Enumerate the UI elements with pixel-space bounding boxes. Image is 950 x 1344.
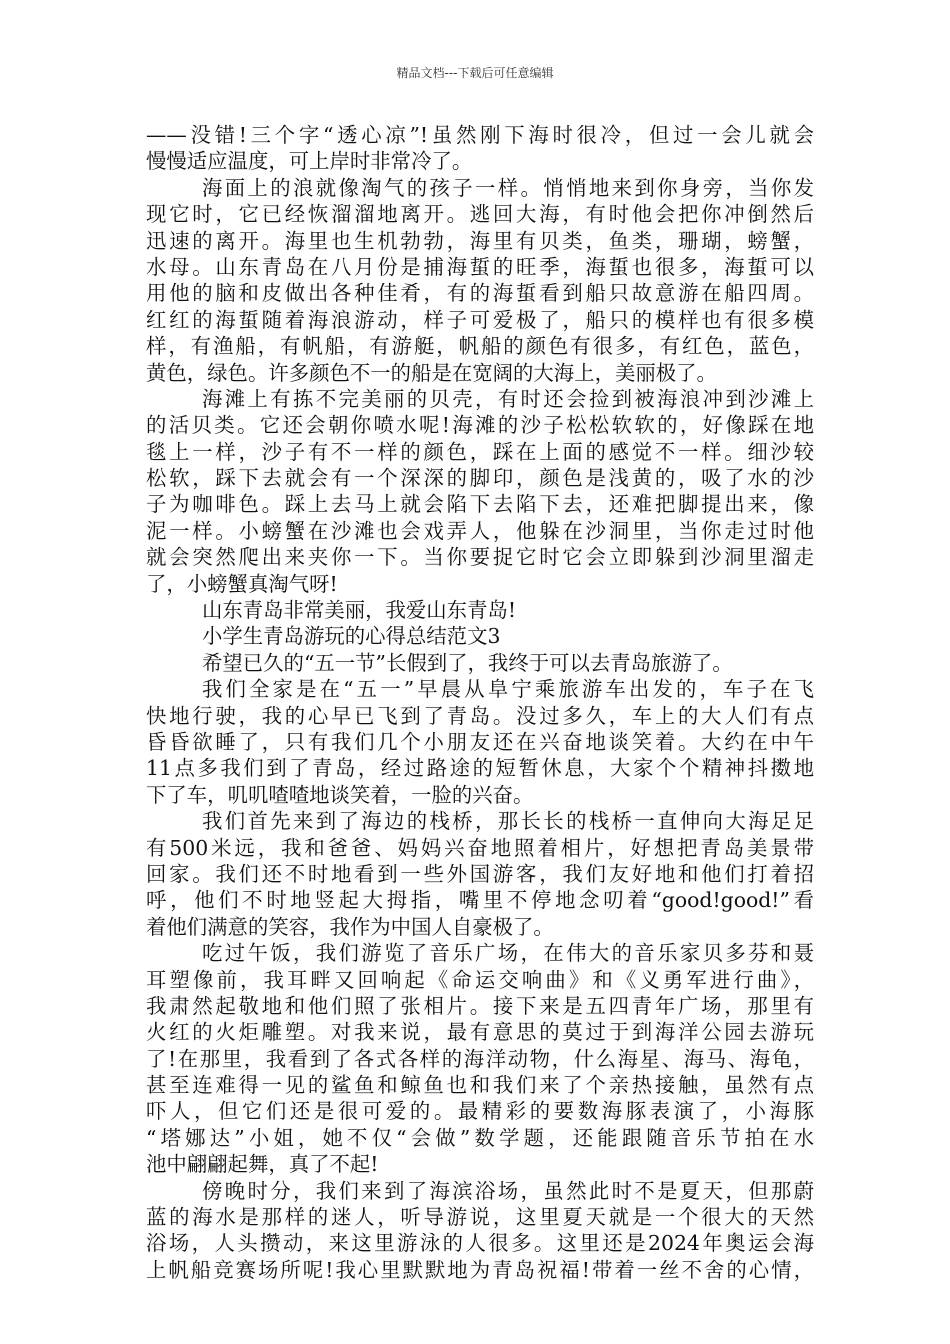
text-line: 吃过午饭，我们游览了音乐广场，在伟大的音乐家贝多芬和聂 bbox=[202, 941, 814, 966]
text-line: 就会突然爬出来夹你一下。当你要捉它时它会立即躲到沙洞里溜走 bbox=[146, 545, 814, 570]
text-line: 着他们满意的笑容，我作为中国人自豪极了。 bbox=[146, 914, 554, 939]
text-line: 海滩上有拣不完美丽的贝壳，有时还会捡到被海浪冲到沙滩上 bbox=[202, 386, 814, 411]
text-line: 迅速的离开。海里也生机勃勃，海里有贝类，鱼类，珊瑚，螃蟹， bbox=[146, 228, 814, 253]
text-line: 样，有渔船，有帆船，有游艇，帆船的颜色有很多，有红色，蓝色， bbox=[146, 334, 814, 359]
text-line: 我们全家是在“五一”早晨从阜宁乘旅游车出发的，车子在飞 bbox=[202, 677, 814, 702]
text-line: 下了车，叽叽喳喳地谈笑着，一脸的兴奋。 bbox=[146, 782, 534, 807]
text-line: 小学生青岛游玩的心得总结范文3 bbox=[202, 624, 501, 649]
text-line: 现它时，它已经恢溜溜地离开。逃回大海，有时他会把你冲倒然后 bbox=[146, 202, 814, 227]
text-line: 池中翩翩起舞，真了不起! bbox=[146, 1152, 379, 1177]
text-line: 上帆船竞赛场所呢!我心里默默地为青岛祝福!带着一丝不舍的心情， bbox=[146, 1257, 814, 1282]
text-line: 水母。山东青岛在八月份是捕海蜇的旺季，海蜇也很多，海蜇可以 bbox=[146, 254, 814, 279]
text-line: 红红的海蜇随着海浪游动，样子可爱极了，船只的模样也有很多模 bbox=[146, 307, 814, 332]
text-line: 希望已久的“五一节”长假到了，我终于可以去青岛旅游了。 bbox=[202, 650, 733, 675]
text-line: 耳塑像前，我耳畔又回响起《命运交响曲》和《义勇军进行曲》， bbox=[146, 967, 814, 992]
text-line: 山东青岛非常美丽，我爱山东青岛! bbox=[202, 598, 517, 623]
text-line: 泥一样。小螃蟹在沙滩也会戏弄人，他躲在沙洞里，当你走过时他 bbox=[146, 518, 814, 543]
text-line: 火红的火炬雕塑。对我来说，最有意思的莫过于到海洋公园去游玩 bbox=[146, 1020, 814, 1045]
text-line: 松软，踩下去就会有一个深深的脚印，颜色是浅黄的，吸了水的沙 bbox=[146, 466, 814, 491]
text-line: 我肃然起敬地和他们照了张相片。接下来是五四青年广场，那里有 bbox=[146, 993, 814, 1018]
document-body bbox=[146, 122, 814, 1283]
text-line: 吓人，但它们还是很可爱的。最精彩的要数海豚表演了，小海豚 bbox=[146, 1099, 814, 1124]
text-line: 11点多我们到了青岛，经过路途的短暂休息，大家个个精神抖擞地 bbox=[146, 756, 814, 781]
text-line: 慢慢适应温度，可上岸时非常冷了。 bbox=[146, 149, 473, 174]
text-line: 黄色，绿色。许多颜色不一的船是在宽阔的大海上，美丽极了。 bbox=[146, 360, 717, 385]
text-line: 回家。我们还不时地看到一些外国游客，我们友好地和他们打着招 bbox=[146, 861, 814, 886]
text-line: 海面上的浪就像淘气的孩子一样。悄悄地来到你身旁，当你发 bbox=[202, 175, 814, 200]
text-line: 浴场，人头攒动，来这里游泳的人很多。这里还是2024年奥运会海 bbox=[146, 1231, 814, 1256]
text-line: 子为咖啡色。踩上去马上就会陷下去陷下去，还难把脚提出来，像 bbox=[146, 492, 814, 517]
text-line: ——没错!三个字“透心凉”!虽然刚下海时很冷，但过一会儿就会 bbox=[146, 123, 814, 147]
text-line: 昏昏欲睡了，只有我们几个小朋友还在兴奋地谈笑着。大约在中午 bbox=[146, 729, 814, 754]
text-line: 了，小螃蟹真淘气呀! bbox=[146, 571, 338, 596]
text-line: 甚至连难得一见的鲨鱼和鲸鱼也和我们来了个亲热接触，虽然有点 bbox=[146, 1073, 814, 1098]
text-line: 快地行驶，我的心早已飞到了青岛。没过多久，车上的大人们有点 bbox=[146, 703, 814, 728]
text-line: 蓝的海水是那样的迷人，听导游说，这里夏天就是一个很大的天然 bbox=[146, 1205, 814, 1230]
text-line: 毯上一样，沙子有不一样的颜色，踩在上面的感觉不一样。细沙较 bbox=[146, 439, 814, 464]
text-line: 的活贝类。它还会朝你喷水呢!海滩的沙子松松软软的，好像踩在地 bbox=[146, 413, 814, 438]
text-line: 傍晚时分，我们来到了海滨浴场，虽然此时不是夏天，但那蔚 bbox=[202, 1178, 814, 1203]
page-header: 精品文档---下载后可任意编辑 bbox=[396, 66, 554, 80]
text-line: 用他的脑和皮做出各种佳肴，有的海蜇看到船只故意游在船四周。 bbox=[146, 281, 814, 306]
text-line: “塔娜达”小姐，她不仅“会做”数学题，还能跟随音乐节拍在水 bbox=[146, 1125, 814, 1150]
text-line: 呼，他们不时地竖起大拇指，嘴里不停地念叨着“good!good!”看 bbox=[146, 888, 814, 913]
text-line: 了!在那里，我看到了各式各样的海洋动物，什么海星、海马、海龟， bbox=[146, 1046, 814, 1071]
text-line: 我们首先来到了海边的栈桥，那长长的栈桥一直伸向大海足足 bbox=[202, 809, 814, 834]
text-line: 有500米远，我和爸爸、妈妈兴奋地照着相片，好想把青岛美景带 bbox=[146, 835, 814, 860]
